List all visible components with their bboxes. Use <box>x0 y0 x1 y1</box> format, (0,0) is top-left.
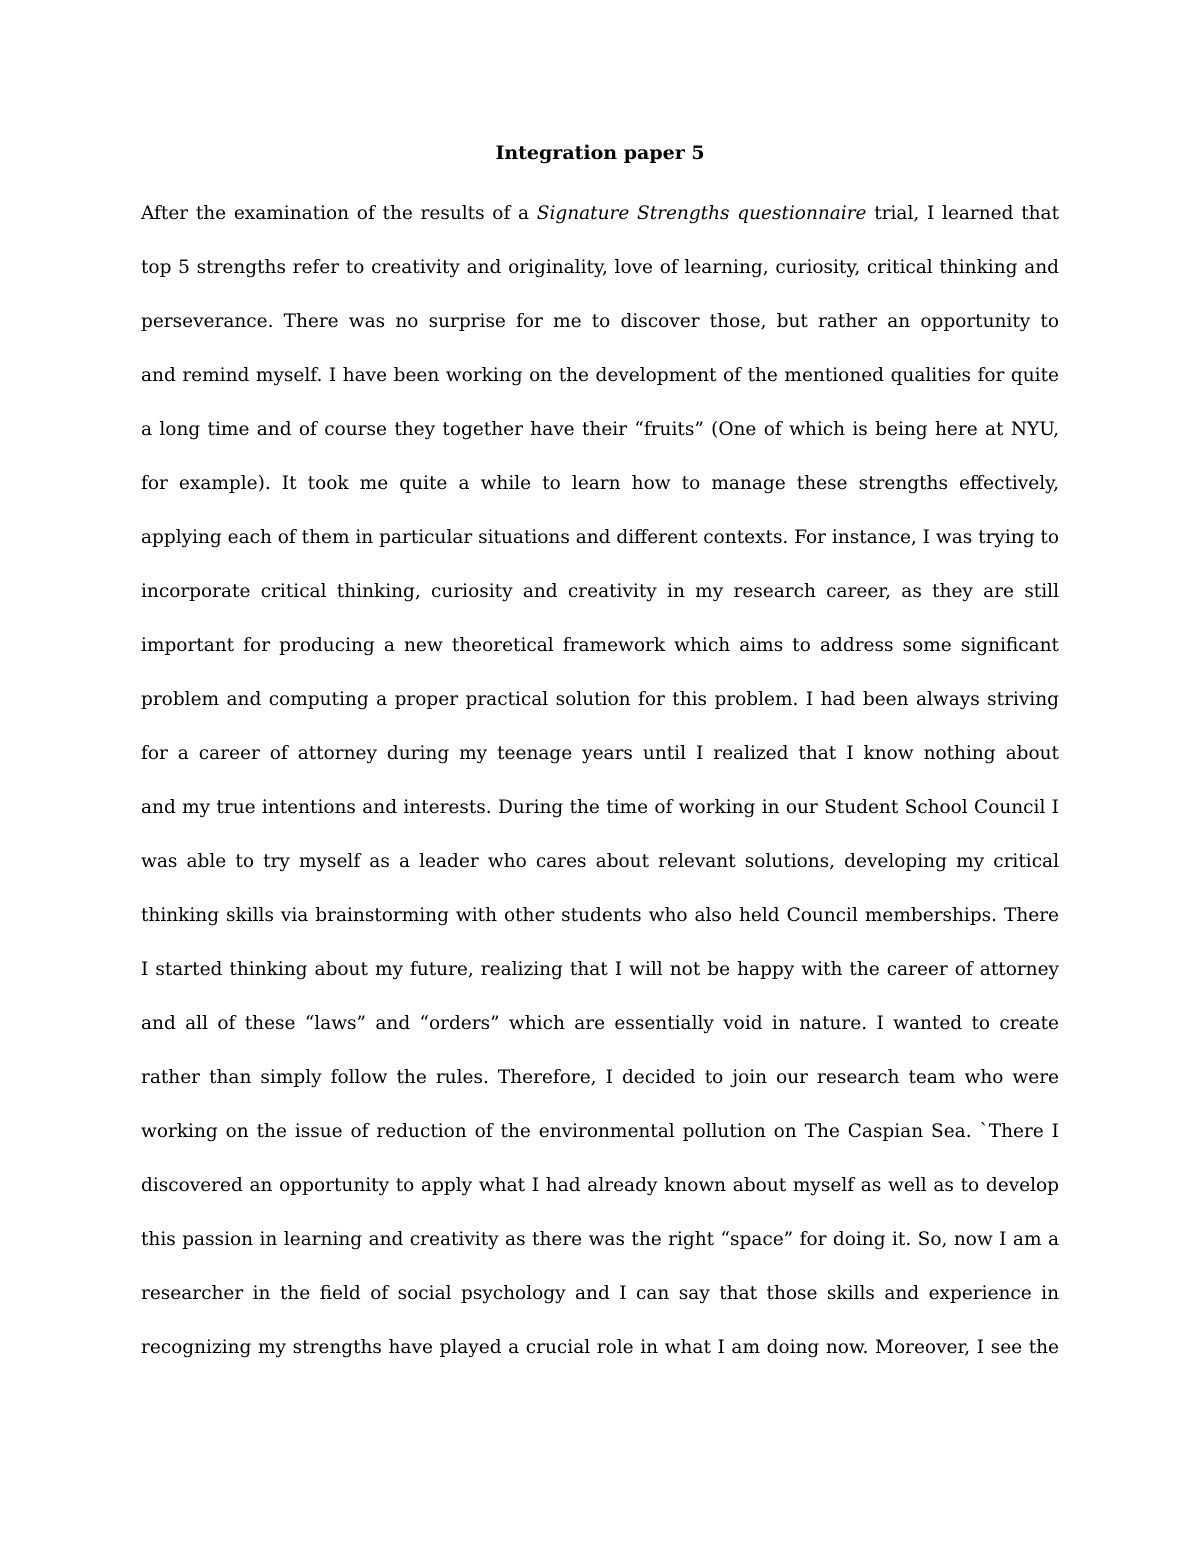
body-line: working on the issue of reduction of the environmental pollution on The Caspian Sea. `There I <box>141 1121 1059 1142</box>
body-line: discovered an opportunity to apply what I had already known about myself as well as to develop <box>141 1175 1059 1196</box>
body-line: problem and computing a proper practical solution for this problem. I had been always striving <box>141 689 1059 710</box>
body-line: and all of these “laws” and “orders” which are essentially void in nature. I wanted to create <box>141 1013 1059 1034</box>
body-line: a long time and of course they together have their “fruits” (One of which is being here at NYU, <box>141 419 1059 440</box>
body-line: incorporate critical thinking, curiosity and creativity in my research career, as they are still <box>141 581 1059 602</box>
body-line: and my true intentions and interests. During the time of working in our Student School Council I <box>141 797 1059 818</box>
body-line: important for producing a new theoretical framework which aims to address some significant <box>141 635 1059 656</box>
document-body <box>141 187 1059 1375</box>
body-line: this passion in learning and creativity as there was the right “space” for doing it. So, now I am a <box>141 1229 1059 1250</box>
body-line: researcher in the field of social psychology and I can say that those skills and experience in <box>141 1283 1059 1304</box>
body-line: top 5 strengths refer to creativity and originality, love of learning, curiosity, critical thinking and <box>141 257 1059 278</box>
body-line: perseverance. There was no surprise for me to discover those, but rather an opportunity to <box>141 311 1059 332</box>
body-line: thinking skills via brainstorming with other students who also held Council memberships. There <box>141 905 1059 926</box>
body-line: for a career of attorney during my teenage years until I realized that I know nothing about <box>141 743 1059 764</box>
body-line: rather than simply follow the rules. Therefore, I decided to join our research team who were <box>141 1067 1059 1088</box>
body-line-italic-title: Signature Strengths questionnaire <box>536 203 867 224</box>
body-line: was able to try myself as a leader who cares about relevant solutions, developing my critical <box>141 851 1059 872</box>
document-title: Integration paper 5 <box>495 142 705 164</box>
body-line: recognizing my strengths have played a crucial role in what I am doing now. Moreover, I see the <box>141 1337 1059 1358</box>
body-line: for example). It took me quite a while to learn how to manage these strengths effectively, <box>141 473 1059 494</box>
body-line-text-pre: After the examination of the results of a <box>141 203 537 224</box>
body-line: and remind myself. I have been working on the development of the mentioned qualities for quite <box>141 365 1059 386</box>
body-line <box>141 187 1059 241</box>
body-line-text-post: trial, I learned that <box>874 203 1059 224</box>
body-line: I started thinking about my future, realizing that I will not be happy with the career of attorney <box>141 959 1059 980</box>
body-line: applying each of them in particular situations and different contexts. For instance, I was trying to <box>141 527 1059 548</box>
